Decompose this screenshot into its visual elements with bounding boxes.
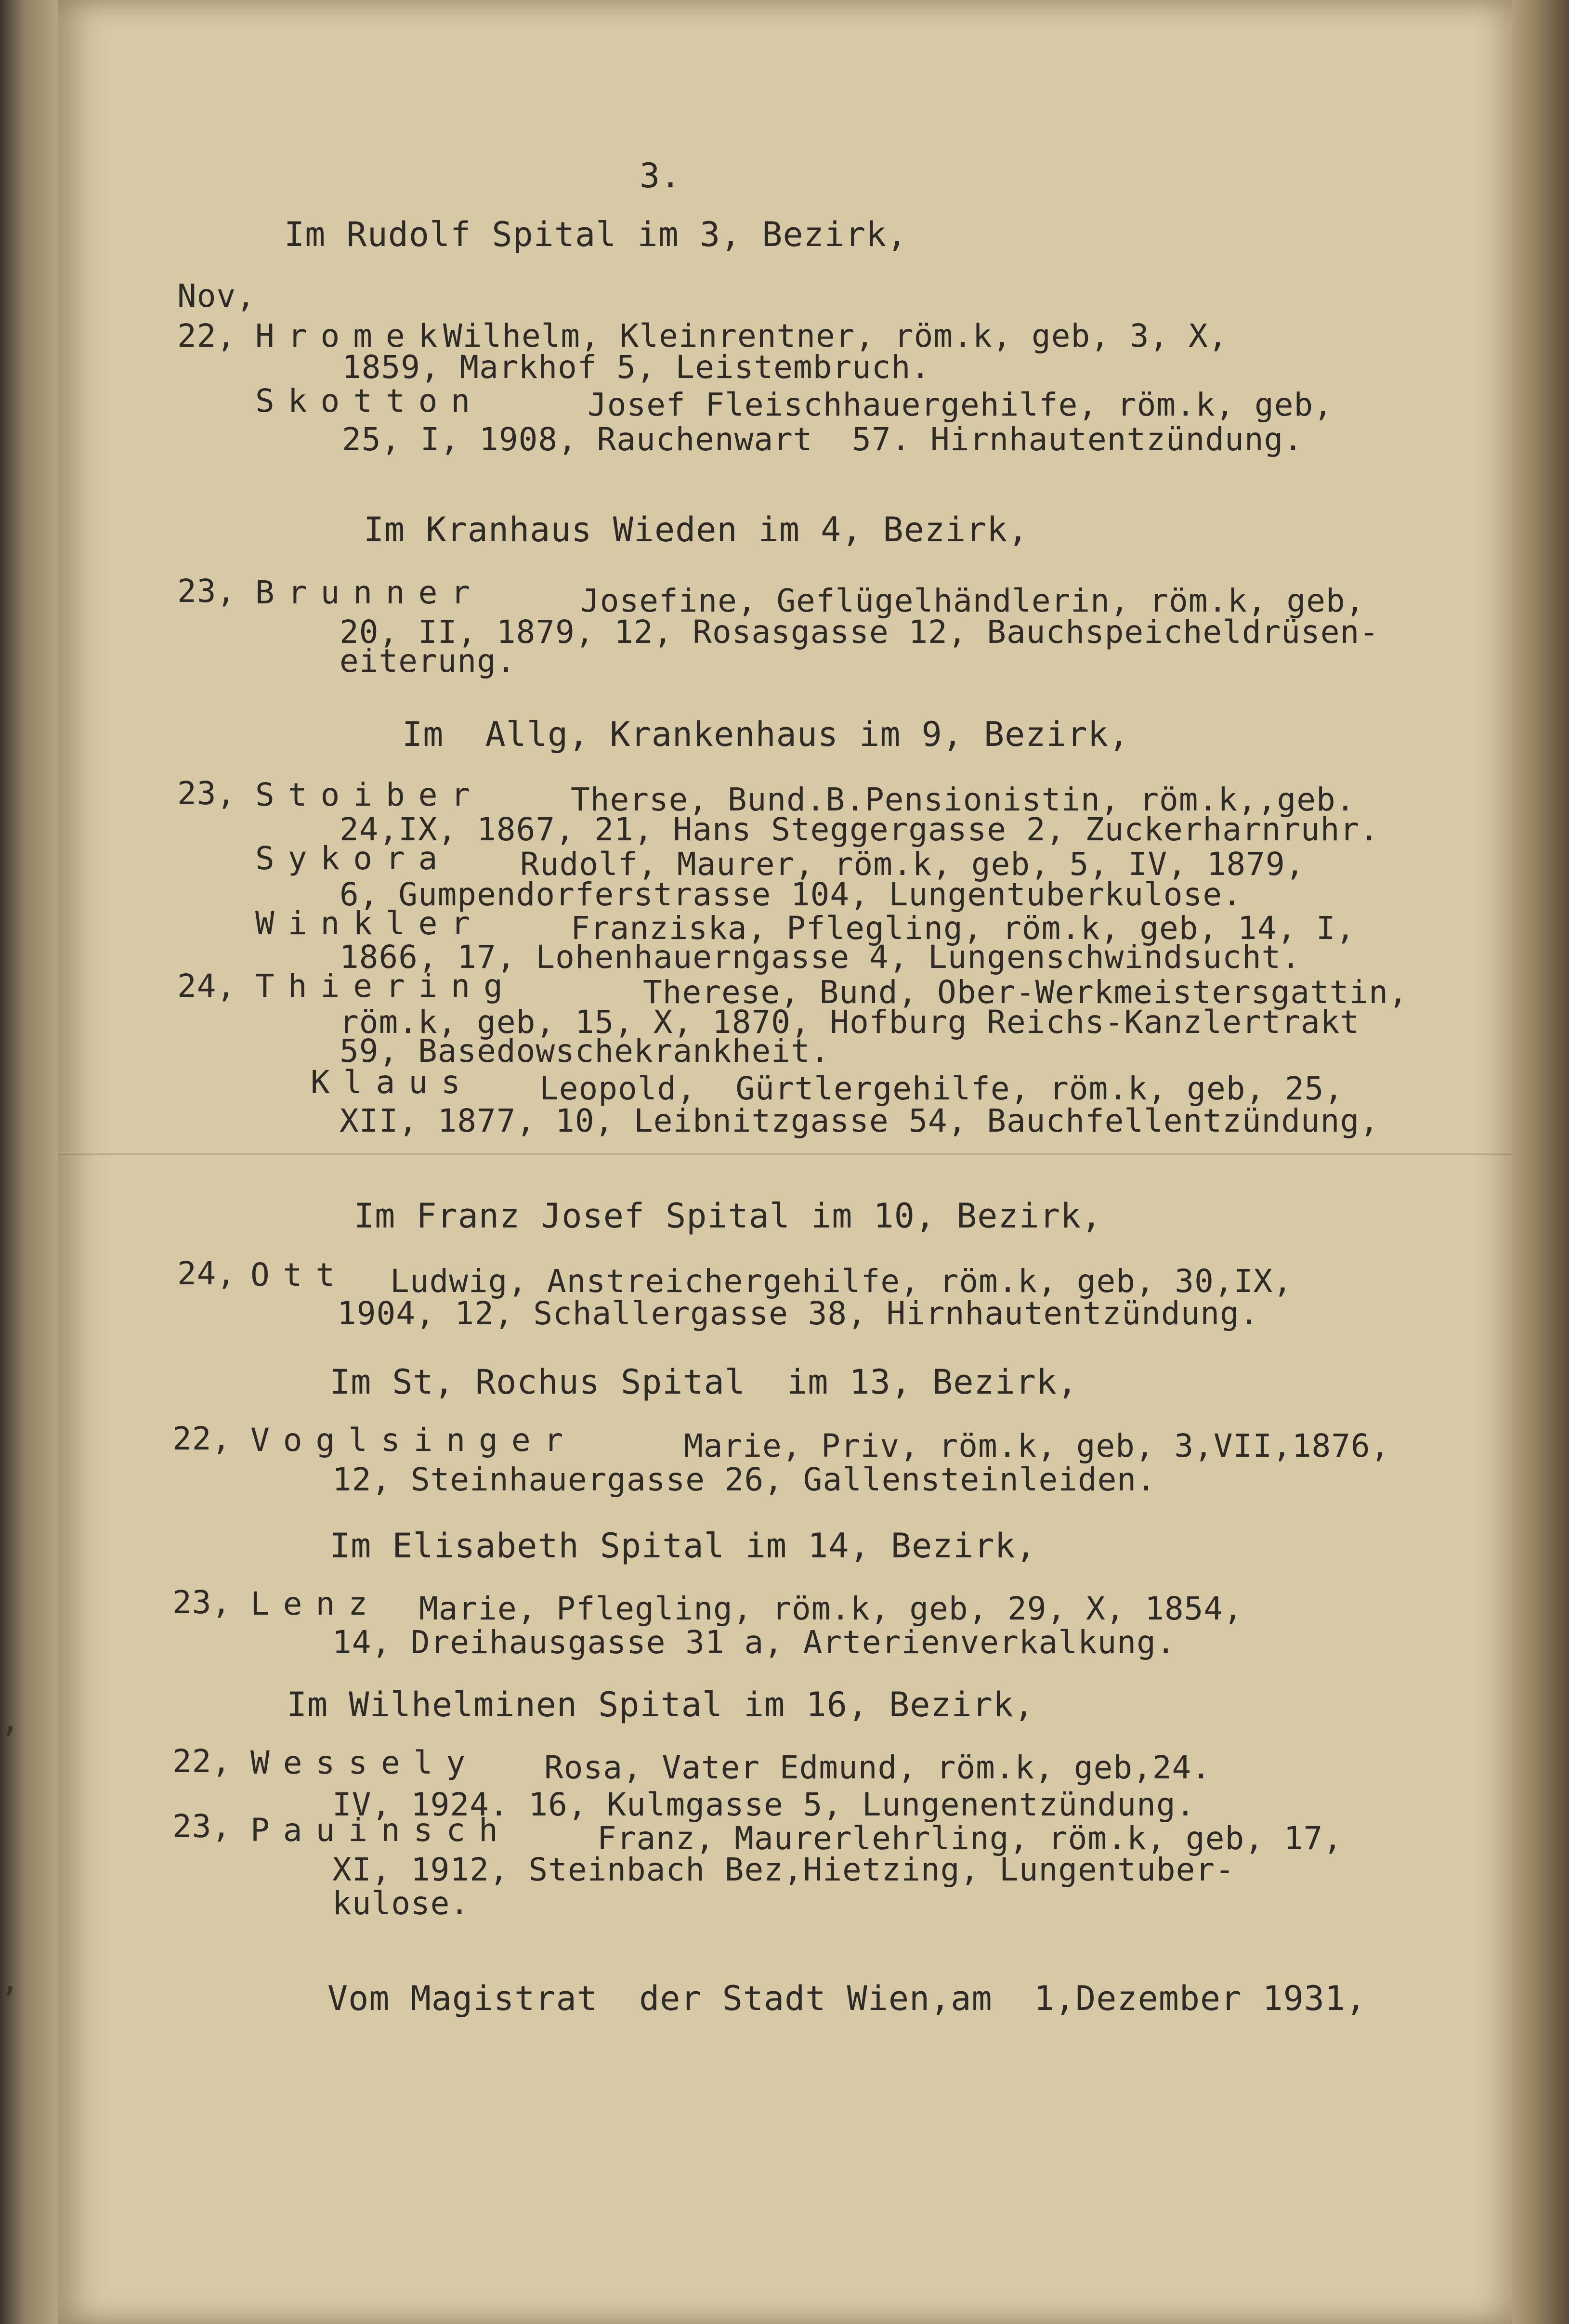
entry-text: Wilhelm, Kleinrentner, röm.k, geb, 3, X,: [443, 317, 1228, 354]
entry-text: Josefine, Geflügelhändlerin, röm.k, geb,: [580, 582, 1365, 619]
entry-surname: Stoiber: [255, 776, 484, 813]
entry-text: 1904, 12, Schallergasse 38, Hirnhautentzündung.: [337, 1295, 1259, 1332]
section-heading: Im Elisabeth Spital im 14, Bezirk,: [330, 1526, 1036, 1566]
page-number: 3.: [640, 156, 681, 196]
entry-surname: Ott: [250, 1256, 349, 1293]
entry-date: 22,: [172, 1743, 232, 1780]
entry-text: IV, 1924. 16, Kulmgasse 5, Lungenentzündung.: [332, 1786, 1196, 1823]
entry-surname: Sykora: [255, 840, 451, 877]
entry-date: 24,: [177, 967, 236, 1005]
entry-surname: Thiering: [255, 967, 516, 1005]
entry-text: Franz, Maurerlehrling, röm.k, geb, 17,: [597, 1820, 1343, 1857]
entry-text: 25, I, 1908, Rauchenwart 57. Hirnhautentzündung.: [342, 421, 1304, 458]
entry-surname: Skotton: [255, 382, 484, 419]
entry-surname: Wessely: [250, 1744, 479, 1781]
section-heading: Im Kranhaus Wieden im 4, Bezirk,: [364, 510, 1029, 549]
entry-date: 22,: [172, 1420, 232, 1457]
document-page: [58, 0, 1512, 2324]
entry-text: Leopold, Gürtlergehilfe, röm.k, geb, 25,: [539, 1070, 1344, 1107]
entry-text: röm.k, geb, 15, X, 1870, Hofburg Reichs-Kanzlertrakt: [340, 1004, 1360, 1041]
entry-date: 23,: [172, 1584, 232, 1621]
entry-text: Marie, Priv, röm.k, geb, 3,VII,1876,: [684, 1427, 1390, 1464]
section-heading: Im St, Rochus Spital im 13, Bezirk,: [330, 1362, 1078, 1402]
entry-text: Marie, Pflegling, röm.k, geb, 29, X, 1854,: [419, 1590, 1243, 1627]
entry-text: 14, Dreihausgasse 31 a, Arterienverkalkung.: [332, 1624, 1176, 1661]
entry-date: Nov,: [177, 277, 256, 314]
entry-text: Josef Fleischhauergehilfe, röm.k, geb,: [588, 386, 1333, 423]
entry-text: Ludwig, Anstreichergehilfe, röm.k, geb, 30,IX,: [390, 1263, 1293, 1300]
page-fold-line: [58, 1152, 1512, 1155]
entry-date: 23,: [177, 573, 236, 610]
entry-text: eiterung.: [340, 642, 516, 679]
entry-surname: Winkler: [255, 905, 484, 942]
entry-text: XII, 1877, 10, Leibnitzgasse 54, Bauchfellentzündung,: [340, 1102, 1379, 1139]
entry-text: Therese, Bund, Ober-Werkmeistersgattin,: [643, 974, 1408, 1011]
entry-text: 20, II, 1879, 12, Rosasgasse 12, Bauchspeicheldrüsen-: [340, 614, 1379, 651]
entry-date: 23,: [172, 1808, 232, 1845]
entry-date: 23,: [177, 775, 236, 812]
entry-surname: Pauinsch: [250, 1812, 511, 1849]
entry-surname: Lenz: [250, 1585, 381, 1622]
section-heading: Im Allg, Krankenhaus im 9, Bezirk,: [402, 715, 1130, 754]
entry-text: Rudolf, Maurer, röm.k, geb, 5, IV, 1879,: [520, 846, 1305, 883]
entry-text: 59, Basedowschekrankheit.: [340, 1032, 830, 1070]
entry-text: 6, Gumpendorferstrasse 104, Lungentuberkulose.: [340, 876, 1242, 913]
entry-date: 22,: [177, 317, 236, 354]
entry-date: 24,: [177, 1255, 236, 1292]
entry-text: 1859, Markhof 5, Leistembruch.: [342, 349, 931, 386]
margin-mark: ,: [0, 1700, 21, 1739]
page-stack-edge-right: [1512, 0, 1569, 2324]
entry-text: 1866, 17, Lohenhauerngasse 4, Lungenschwindsucht.: [340, 939, 1301, 976]
section-heading: Im Wilhelminen Spital im 16, Bezirk,: [287, 1685, 1035, 1724]
adjacent-page-edge-left: [0, 0, 58, 2324]
entry-text: kulose.: [332, 1885, 470, 1922]
entry-text: Therse, Bund.B.Pensionistin, röm.k,,geb.: [571, 781, 1356, 818]
entry-surname: Klaus: [311, 1064, 474, 1101]
section-heading: Im Rudolf Spital im 3, Bezirk,: [284, 215, 908, 254]
entry-text: Rosa, Vater Edmund, röm.k, geb,24.: [544, 1749, 1212, 1786]
section-heading: Im Franz Josef Spital im 10, Bezirk,: [354, 1196, 1102, 1236]
entry-surname: Voglsinger: [250, 1422, 577, 1459]
entry-text: Franziska, Pflegling, röm.k, geb, 14, I,: [571, 910, 1356, 947]
entry-text: 12, Steinhauergasse 26, Gallensteinleiden.: [332, 1461, 1156, 1498]
entry-text: 24,IX, 1867, 21, Hans Steggergasse 2, Zuckerharnruhr.: [340, 811, 1379, 848]
entry-surname: Brunner: [255, 574, 484, 611]
entry-text: XI, 1912, Steinbach Bez,Hietzing, Lungentuber-: [332, 1851, 1235, 1888]
entry-surname: Hromek: [255, 317, 451, 354]
document-footer: Vom Magistrat der Stadt Wien,am 1,Dezember 1931,: [327, 1979, 1367, 2018]
margin-mark: ,: [0, 1960, 21, 1999]
